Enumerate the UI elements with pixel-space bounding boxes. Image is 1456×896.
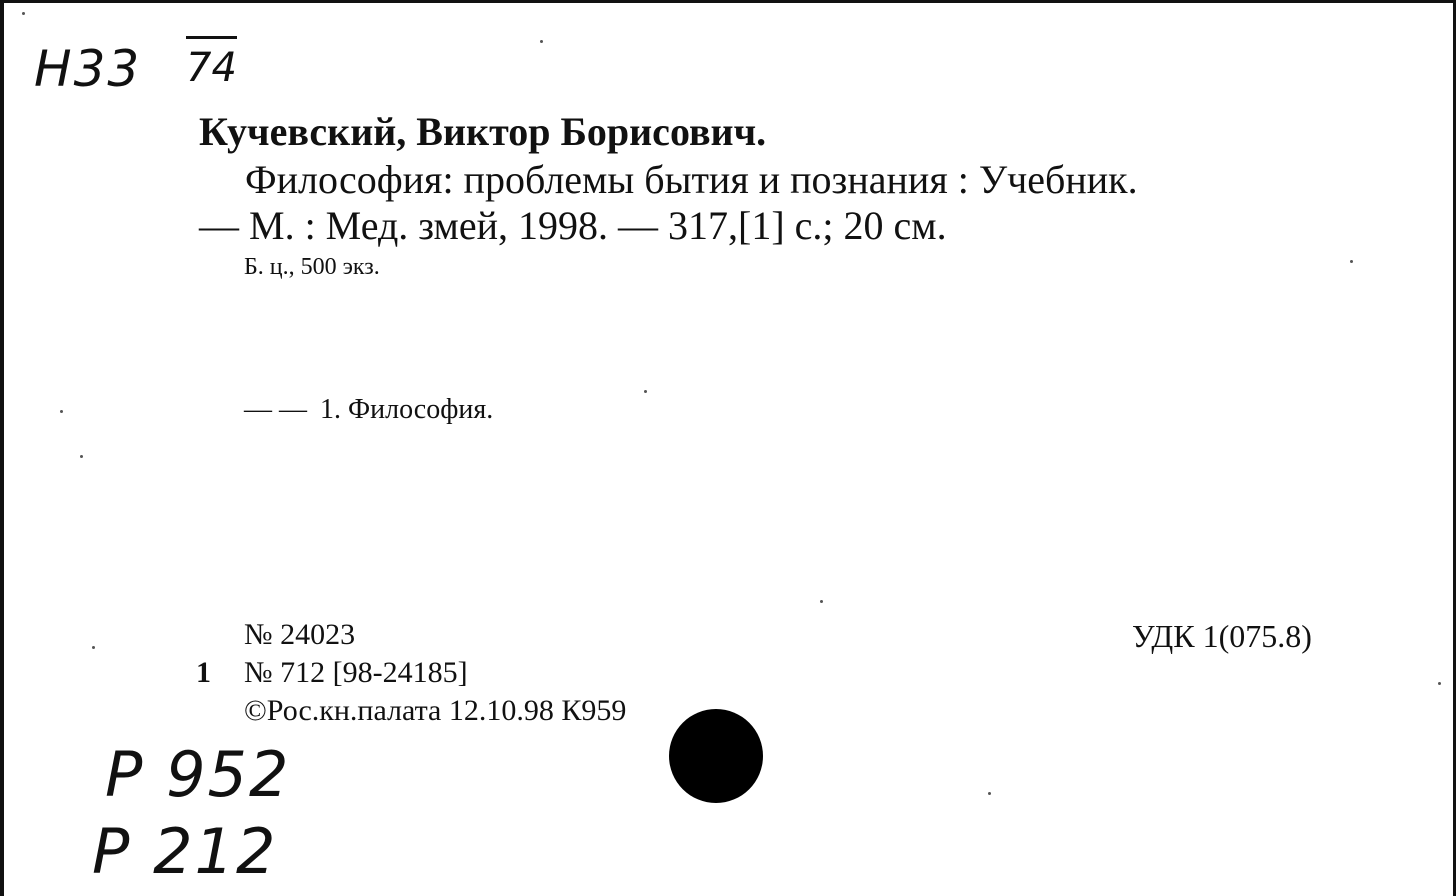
handwritten-code-2: Р 212	[92, 815, 278, 888]
subject-heading	[244, 394, 493, 426]
card-top-edge	[0, 0, 1456, 3]
subject-text: 1. Философия.	[320, 394, 494, 425]
scan-speck	[820, 600, 823, 603]
record-number-1: № 24023	[244, 618, 356, 651]
record-number-2: № 712 [98-24185]	[244, 656, 468, 689]
shelfmark-superscript: 74	[186, 36, 237, 91]
shelfmark-main: Н33	[34, 40, 142, 98]
lead-digit: 1	[196, 656, 211, 689]
scan-speck	[644, 390, 647, 393]
handwritten-code-1: Р 952	[105, 738, 291, 811]
imprint-statement: — М. : Мед. змей, 1998. — 317,[1] с.; 20 см.	[199, 203, 947, 248]
scan-speck	[80, 455, 83, 458]
card-left-edge	[0, 0, 4, 896]
scan-speck	[1438, 682, 1441, 685]
title-statement: Философия: проблемы бытия и познания : Учебник.	[245, 157, 1138, 202]
subject-dashes: — —	[244, 394, 307, 425]
scan-speck	[1350, 260, 1353, 263]
price-print-run-note: Б. ц., 500 экз.	[244, 254, 380, 280]
udc-code: УДК 1(075.8)	[1132, 618, 1312, 654]
author-heading: Кучевский, Виктор Борисович.	[199, 109, 767, 154]
scan-speck	[540, 40, 543, 43]
scan-speck	[22, 12, 25, 15]
copyright-line: ©Рос.кн.палата 12.10.98 К959	[244, 694, 627, 727]
scan-speck	[60, 410, 63, 413]
scan-speck	[92, 646, 95, 649]
scan-speck	[988, 792, 991, 795]
punch-hole	[669, 709, 763, 803]
